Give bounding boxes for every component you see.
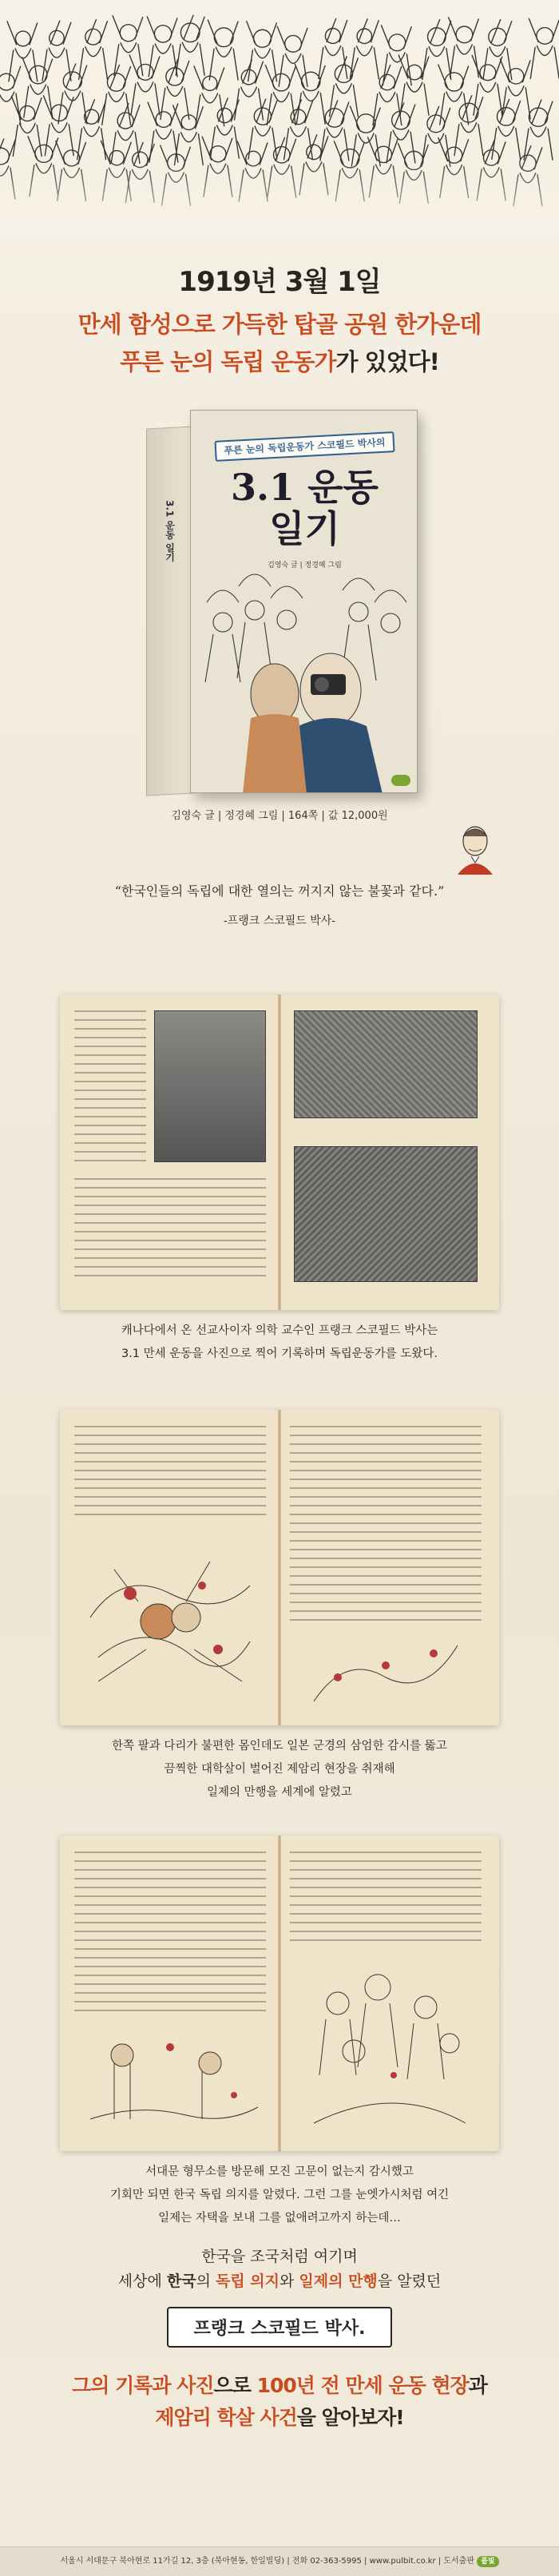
spread-2-left-page bbox=[74, 1426, 270, 1709]
book-spread-3 bbox=[60, 1836, 499, 2151]
spread-2-right-page bbox=[290, 1426, 486, 1709]
book-banner: 푸른 눈의 독립운동가 스코필드 박사의 bbox=[214, 431, 394, 462]
archive-photo bbox=[294, 1146, 478, 1282]
book-spread-2 bbox=[60, 1410, 499, 1725]
spread-3-right-page bbox=[290, 1852, 486, 2135]
footer-address: 서울시 서대문구 북아현로 11가길 12, 3층 (북아현동, 한일빌딩) | 전화 02-363-5995 | www.pulbit.co.kr | 도서출판 bbox=[60, 2557, 474, 2566]
book-spread-1 bbox=[60, 994, 499, 1310]
spread-3-caption bbox=[0, 2161, 559, 2230]
text-span: 그의 기록과 사진 bbox=[72, 2374, 214, 2397]
spread-3-left-page bbox=[74, 1852, 270, 2135]
text-span: 의 bbox=[196, 2272, 216, 2290]
text-span: 한국 bbox=[166, 2272, 196, 2290]
caption-line: 한쪽 팔과 다리가 불편한 몸인데도 일본 군경의 삼엄한 감시를 뚫고 bbox=[112, 1740, 447, 1752]
caption-line: 서대문 형무소를 방문해 모진 고문이 없는지 감시했고 bbox=[145, 2165, 414, 2178]
spread-fold bbox=[278, 1410, 281, 1725]
archive-photo bbox=[154, 1010, 266, 1162]
headline-accent: 푸른 눈의 독립 운동가 bbox=[120, 348, 336, 375]
spread-1-left-page bbox=[74, 1010, 270, 1294]
text-span: 으로 bbox=[213, 2374, 257, 2397]
caption-line: 일제는 자택을 보내 그를 없애려고까지 하는데… bbox=[158, 2212, 401, 2225]
spine-title: 3.1 운동 일기 bbox=[164, 499, 176, 563]
publisher-logo bbox=[391, 775, 410, 786]
scofield-portrait-icon bbox=[451, 819, 499, 875]
headline bbox=[0, 260, 559, 377]
book-title-line2: 일기 bbox=[269, 507, 340, 550]
archive-photo bbox=[294, 1010, 478, 1118]
quote-author: -프랭크 스코필드 박사- bbox=[223, 915, 336, 927]
text-span: 제암리 학살 사건 bbox=[155, 2406, 297, 2429]
spread-fold bbox=[278, 1836, 281, 2151]
spread-1-caption bbox=[0, 1320, 559, 1366]
spread-2-flowers bbox=[306, 1629, 466, 1705]
cover-illustration bbox=[191, 554, 418, 793]
headline-date: 1919년 3월 1일 bbox=[178, 266, 381, 298]
book-title-line1: 3.1 운동 bbox=[231, 466, 379, 509]
text-span: 와 bbox=[280, 2272, 299, 2290]
crowd-illustration bbox=[0, 0, 559, 240]
closing-line1: 한국을 조국처럼 여기며 bbox=[201, 2248, 358, 2265]
text-span: 과 bbox=[468, 2374, 487, 2397]
caption-line: 기회만 되면 한국 독립 의지를 알렸다. 그런 그를 눈엣가시처럼 여긴 bbox=[109, 2189, 450, 2201]
book-title bbox=[191, 466, 418, 550]
text-span: 을 알렸던 bbox=[377, 2272, 442, 2290]
text-span: 100년 전 만세 운동 현장 bbox=[256, 2374, 469, 2397]
footer bbox=[0, 2546, 559, 2576]
spread-1-right-page bbox=[290, 1010, 486, 1294]
book-cover bbox=[146, 403, 418, 803]
closing-call-to-action bbox=[0, 2370, 559, 2434]
caption-line: 끔찍한 대학살이 벌어진 제암리 현장을 취재해 bbox=[164, 1763, 395, 1776]
text-span: 을 알아보자! bbox=[296, 2406, 404, 2429]
book-info: 김영숙 글 | 정경혜 그림 | 164쪽 | 값 12,000원 bbox=[171, 810, 388, 822]
spread-2-caption bbox=[0, 1735, 559, 1804]
headline-line2: 만세 함성으로 가득한 탑골 공원 한가운데 bbox=[77, 311, 482, 338]
text-span: 일제의 만행 bbox=[299, 2272, 378, 2290]
closing-section bbox=[0, 2245, 559, 2434]
spread-3-crowd bbox=[306, 1955, 474, 2127]
headline-rest: 가 있었다! bbox=[335, 348, 439, 375]
text-span: 독립 의지 bbox=[215, 2272, 280, 2290]
spread-fold bbox=[278, 994, 281, 1310]
headline-line3 bbox=[0, 344, 559, 377]
crowd-drawing bbox=[0, 0, 559, 240]
book-front bbox=[190, 410, 418, 793]
caption-line: 일제의 만행을 세계에 알렸고 bbox=[207, 1786, 352, 1799]
closing-line2 bbox=[0, 2269, 559, 2294]
publisher-logo: 풀빛 bbox=[477, 2556, 498, 2567]
scofield-badge: 프랭크 스코필드 박사. bbox=[167, 2307, 393, 2348]
caption-line: 3.1 만세 운동을 사진으로 찍어 기록하며 독립운동가를 도왔다. bbox=[121, 1348, 438, 1360]
quote-text: “한국인들의 독립에 대한 열의는 꺼지지 않는 불꽃과 같다.” bbox=[114, 883, 445, 899]
book-authors: 김영숙 글 | 정경혜 그림 bbox=[268, 562, 342, 570]
spread-3-illustration bbox=[90, 2023, 258, 2127]
spread-2-illustration bbox=[82, 1538, 258, 1697]
caption-line: 캐나다에서 온 선교사이자 의학 교수인 프랭크 스코필드 박사는 bbox=[121, 1324, 438, 1337]
text-span: 세상에 bbox=[117, 2272, 167, 2290]
book-spine bbox=[146, 426, 194, 796]
